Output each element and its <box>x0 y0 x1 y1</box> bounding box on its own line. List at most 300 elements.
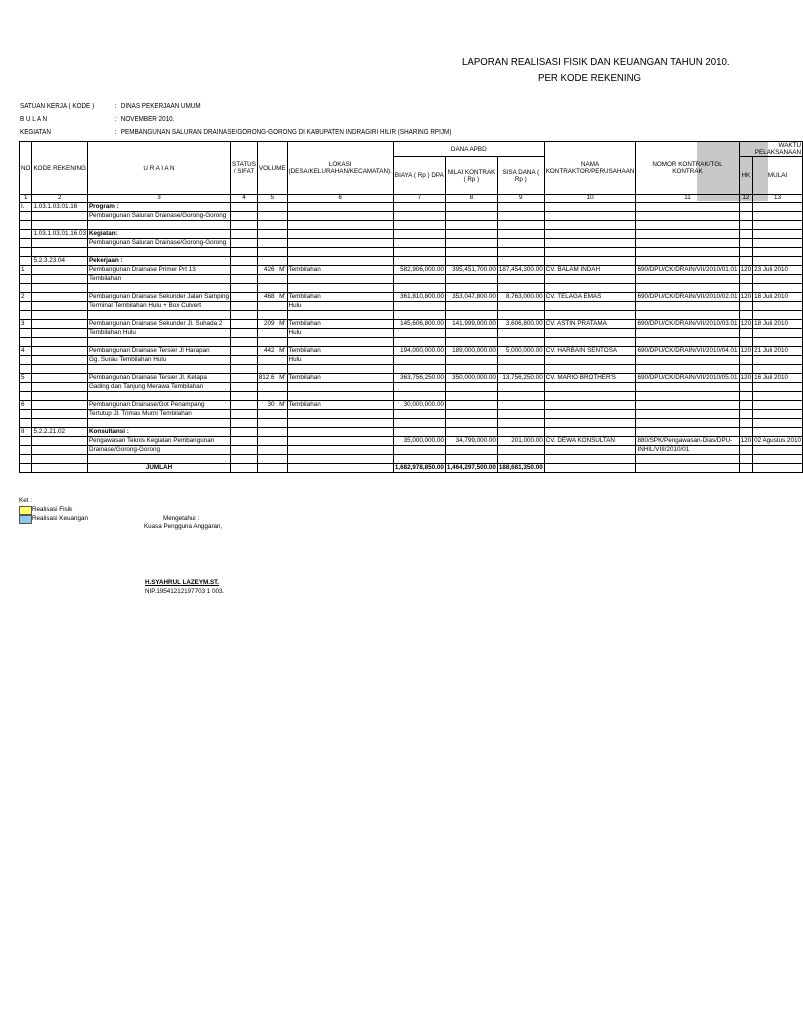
table-row <box>20 257 803 266</box>
cell-kode <box>32 410 88 419</box>
legend-swatch-blue <box>19 515 32 524</box>
cell-sisa <box>497 203 544 212</box>
cell-kode <box>32 374 88 383</box>
cell-lokasi <box>287 212 393 221</box>
cell-lokasi <box>287 455 393 464</box>
cell-kontraktor: CV. MARIO BROTHER'S <box>544 374 636 383</box>
cell-volume <box>257 230 287 239</box>
cell-kontraktor <box>544 230 636 239</box>
cell-kode <box>32 419 88 428</box>
cell-mulai <box>753 329 803 338</box>
cell-hk <box>739 329 753 338</box>
cell-nomor <box>636 239 739 248</box>
volume-unit: M' <box>279 320 286 327</box>
cell-kode <box>32 392 88 401</box>
cell-volume <box>257 293 287 302</box>
cell-no <box>20 365 32 374</box>
cell-sisa <box>497 356 544 365</box>
cell-biaya <box>393 446 445 455</box>
cell-nilai <box>445 338 497 347</box>
cell-status <box>231 338 258 347</box>
table-row <box>20 302 803 311</box>
cell-hk <box>739 365 753 374</box>
cell-no <box>20 419 32 428</box>
table-row <box>20 239 803 248</box>
report-title: LAPORAN REALISASI FISIK DAN KEUANGAN TAHUN 2010. <box>462 56 730 68</box>
cell-status <box>231 248 258 257</box>
cell-kode <box>32 284 88 293</box>
cell-biaya: 194,000,000.00 <box>393 347 445 356</box>
table-row <box>20 455 803 464</box>
cell-volume <box>257 266 287 275</box>
cell-kontraktor <box>544 275 636 284</box>
cell-nomor <box>636 311 739 320</box>
cell-volume <box>257 374 287 383</box>
cell-kode <box>32 356 88 365</box>
report-table <box>19 141 803 473</box>
cell-kontraktor <box>544 419 636 428</box>
cell-hk <box>739 230 753 239</box>
table-row <box>20 248 803 257</box>
cell-status <box>231 230 258 239</box>
cell-no <box>20 302 32 311</box>
cell-nilai: 189,000,000.00 <box>445 347 497 356</box>
cell-nilai <box>445 419 497 428</box>
cell-uraian <box>87 419 230 428</box>
cell-lokasi <box>287 446 393 455</box>
cell-nilai <box>445 239 497 248</box>
table-row <box>20 419 803 428</box>
signature-name: H.SYAHRUL LAZEYM.ST. <box>145 579 220 586</box>
cell-hk <box>739 383 753 392</box>
cell-status <box>231 419 258 428</box>
cell-biaya <box>393 248 445 257</box>
cell-no <box>20 329 32 338</box>
cell-nomor: 880/SPK/Pengawasan-Dias/DPU- <box>636 437 739 446</box>
cell-kontraktor <box>544 248 636 257</box>
cell-mulai: 21 Juli 2010 <box>753 347 803 356</box>
cell-volume <box>257 365 287 374</box>
cell-mulai <box>753 284 803 293</box>
col-header-dana-apbd: DANA APBD <box>393 142 544 157</box>
cell-uraian: Tertutup Jl. Trimas Murni Tembilahan <box>87 410 230 419</box>
cell-nomor <box>636 428 739 437</box>
cell-status <box>231 257 258 266</box>
cell-uraian: Pembangunan Drainase Tersier Jl. Kelapa <box>87 374 230 383</box>
cell-uraian <box>87 338 230 347</box>
volume-unit: M' <box>279 347 286 354</box>
cell-biaya <box>393 338 445 347</box>
cell-uraian <box>87 311 230 320</box>
cell-no: 3 <box>20 320 32 329</box>
cell-nilai <box>445 302 497 311</box>
cell-sisa: 8,763,000.00 <box>497 293 544 302</box>
cell-nomor: INHIL/VIII/2010/01 <box>636 446 739 455</box>
volume-value: 442 <box>264 347 275 354</box>
cell-uraian: Kegiatan: <box>87 230 230 239</box>
cell-nilai <box>445 365 497 374</box>
cell-volume <box>257 212 287 221</box>
cell-biaya: 35,000,000.00 <box>393 437 445 446</box>
cell-volume <box>257 428 287 437</box>
cell-volume <box>257 203 287 212</box>
table-row <box>20 212 803 221</box>
cell-uraian: Terminal Tembilahan Hulu + Box Culvert <box>87 302 230 311</box>
cell-hk <box>739 410 753 419</box>
table-row <box>20 365 803 374</box>
cell-uraian: Pengawasan Teknis Kegiatan Pembangunan <box>87 437 230 446</box>
cell-hk <box>739 221 753 230</box>
cell-sisa <box>497 230 544 239</box>
cell-hk <box>739 338 753 347</box>
cell-mulai <box>753 230 803 239</box>
cell-biaya: 361,810,800.00 <box>393 293 445 302</box>
cell-kode <box>32 455 88 464</box>
cell-kontraktor <box>544 311 636 320</box>
cell-nomor <box>636 203 739 212</box>
cell-volume <box>257 446 287 455</box>
cell-uraian <box>87 365 230 374</box>
cell-mulai <box>753 401 803 410</box>
meta-key: B U L A N <box>20 116 48 123</box>
cell-kode <box>32 446 88 455</box>
meta-key: SATUAN KERJA ( KODE ) <box>20 103 95 110</box>
col-header-biaya: BIAYA ( Rp ) DPA <box>393 157 445 195</box>
cell-hk <box>739 311 753 320</box>
cell-kode <box>32 347 88 356</box>
cell-lokasi <box>287 419 393 428</box>
col-header-status: STATUS / SIFAT <box>231 142 258 195</box>
cell-kode <box>32 365 88 374</box>
cell-hk <box>739 248 753 257</box>
cell-nomor <box>636 212 739 221</box>
cell-status <box>231 410 258 419</box>
cell-lokasi <box>287 428 393 437</box>
cell-hk <box>739 392 753 401</box>
table-row <box>20 356 803 365</box>
meta-key: KEGIATAN <box>20 129 51 136</box>
cell-mulai <box>753 383 803 392</box>
cell-kontraktor: CV. ASTIN PRATAMA <box>544 320 636 329</box>
cell-mulai <box>753 419 803 428</box>
cell-kontraktor <box>544 239 636 248</box>
cell-kode <box>32 248 88 257</box>
table-row <box>20 320 803 329</box>
cell-mulai <box>753 446 803 455</box>
cell-lokasi: Tembilahan <box>287 374 393 383</box>
cell-biaya <box>393 239 445 248</box>
cell-mulai <box>753 239 803 248</box>
cell-sisa: 3,606,800.00 <box>497 320 544 329</box>
cell-nomor <box>636 257 739 266</box>
cell-hk: 120 <box>740 437 752 444</box>
cell-uraian: Konsultansi : <box>87 428 230 437</box>
cell-lokasi <box>287 221 393 230</box>
column-number-row <box>20 195 803 203</box>
cell-nomor: 690/DPU/CK/DRAIN/VII/2010/01.01 <box>637 266 738 273</box>
cell-uraian: Gg. Surau Tembilahan Hulu <box>87 356 230 365</box>
cell-biaya <box>393 311 445 320</box>
cell-sisa <box>497 311 544 320</box>
total-label: JUMLAH <box>87 464 230 473</box>
col-header-hk: HK <box>739 157 753 195</box>
cell-status <box>231 392 258 401</box>
table-row <box>20 383 803 392</box>
cell-mulai <box>753 302 803 311</box>
col-header-waktu: WAKTU PELAKSANAAN <box>739 142 802 157</box>
cell-lokasi <box>287 365 393 374</box>
volume-unit: M' <box>279 374 286 381</box>
cell-nilai: 395,451,700.00 <box>445 266 497 275</box>
cell-no <box>20 239 32 248</box>
cell-kontraktor <box>544 302 636 311</box>
cell-uraian <box>87 248 230 257</box>
table-row <box>20 410 803 419</box>
total-biaya: 1,682,978,850.00 <box>394 464 444 471</box>
table-row <box>20 293 803 302</box>
cell-uraian: Pembangunan Drainase Tersier Jl Harapan <box>87 347 230 356</box>
cell-status <box>231 275 258 284</box>
cell-mulai: 18 Juli 2010 <box>753 293 803 302</box>
cell-biaya: 145,606,800.00 <box>393 320 445 329</box>
cell-lokasi: Tembilahan <box>287 401 393 410</box>
cell-nilai <box>445 284 497 293</box>
cell-status <box>231 383 258 392</box>
cell-biaya <box>393 383 445 392</box>
cell-lokasi <box>287 311 393 320</box>
cell-hk <box>739 212 753 221</box>
cell-sisa <box>497 302 544 311</box>
cell-uraian: Pembangunan Drainase Sekunder Jl. Suhada 2 <box>87 320 230 329</box>
cell-no <box>20 446 32 455</box>
cell-volume <box>257 284 287 293</box>
cell-lokasi <box>287 383 393 392</box>
cell-lokasi <box>287 203 393 212</box>
col-header-sisa: SISA DANA ( Rp ) <box>497 157 544 195</box>
cell-sisa <box>497 329 544 338</box>
col-header-volume: VOLUME <box>257 142 287 195</box>
cell-kode <box>32 221 88 230</box>
cell-volume <box>257 221 287 230</box>
cell-sisa <box>497 257 544 266</box>
col-header-kontraktor: NAMA KONTRAKTOR/PERUSAHAAN <box>544 142 636 195</box>
cell-mulai <box>753 410 803 419</box>
cell-uraian: Gading dan Tanjung Merawa Tembilahan <box>87 383 230 392</box>
cell-nilai <box>445 221 497 230</box>
cell-no <box>20 383 32 392</box>
cell-mulai <box>753 203 803 212</box>
cell-nilai: 141,999,000.00 <box>445 320 497 329</box>
cell-mulai <box>753 365 803 374</box>
cell-status <box>231 365 258 374</box>
cell-biaya <box>393 275 445 284</box>
cell-kontraktor <box>544 401 636 410</box>
cell-kode <box>32 338 88 347</box>
cell-sisa <box>497 365 544 374</box>
legend-label: Realisasi Fisik <box>32 506 73 513</box>
cell-kontraktor <box>544 221 636 230</box>
cell-mulai <box>753 248 803 257</box>
cell-kontraktor <box>544 455 636 464</box>
cell-volume <box>257 437 287 446</box>
cell-status <box>231 212 258 221</box>
column-number: 4 <box>231 195 258 203</box>
cell-lokasi <box>287 284 393 293</box>
cell-biaya <box>393 212 445 221</box>
volume-value: 468 <box>264 293 275 300</box>
cell-kode <box>32 329 88 338</box>
column-number: 2 <box>32 195 88 203</box>
cell-kontraktor <box>544 212 636 221</box>
table-row <box>20 311 803 320</box>
column-number: 1 <box>20 195 32 203</box>
cell-biaya <box>393 230 445 239</box>
cell-hk: 120 <box>740 293 752 300</box>
cell-nilai <box>445 446 497 455</box>
cell-sisa <box>497 221 544 230</box>
cell-kode: 5.2.3.23.04 <box>32 257 88 266</box>
cell-hk <box>739 257 753 266</box>
cell-kontraktor: CV. DEWA KONSULTAN <box>544 437 636 446</box>
cell-nilai <box>445 401 497 410</box>
cell-nomor <box>636 221 739 230</box>
cell-kode: 1.03.1.03.01.16 <box>32 203 88 212</box>
cell-nomor <box>636 455 739 464</box>
cell-lokasi <box>287 437 393 446</box>
cell-biaya <box>393 302 445 311</box>
cell-biaya <box>393 419 445 428</box>
cell-nilai <box>445 329 497 338</box>
cell-no <box>20 257 32 266</box>
cell-status <box>231 203 258 212</box>
cell-no: II <box>20 428 32 437</box>
cell-uraian: Pembangunan Drainase/Got Penampang <box>87 401 230 410</box>
cell-biaya <box>393 410 445 419</box>
column-number: 5 <box>257 195 287 203</box>
cell-volume <box>257 356 287 365</box>
cell-nilai <box>445 428 497 437</box>
col-header-nomor: NOMOR KONTRAK/TGL KONTRAK <box>636 142 739 195</box>
cell-no <box>20 338 32 347</box>
cell-mulai: 02 Agustus 2010 <box>754 437 801 444</box>
col-header-uraian: U R A I A N <box>87 142 230 195</box>
cell-nilai <box>445 311 497 320</box>
signature-mengetahui: Mengetahui : <box>163 515 200 522</box>
cell-hk <box>739 401 753 410</box>
volume-value: 426 <box>264 266 275 273</box>
cell-uraian: Pembangunan Drainase Sekunder Jalan Samping <box>88 293 230 300</box>
cell-sisa: 187,454,300.00 <box>498 266 543 273</box>
cell-hk: 120 <box>740 347 752 354</box>
cell-nomor <box>636 365 739 374</box>
cell-nomor <box>636 275 739 284</box>
cell-volume <box>257 239 287 248</box>
col-header-kode: KODE REKENING <box>32 142 88 195</box>
cell-no <box>20 437 32 446</box>
cell-nomor: 690/DPU/CK/DRAIN/VII/2010/04.01 <box>637 347 738 354</box>
volume-value: 209 <box>264 320 275 327</box>
cell-hk <box>739 203 753 212</box>
cell-kode <box>32 320 88 329</box>
col-header-nilai: NILAI KONTRAK ( Rp ) <box>445 157 497 195</box>
cell-hk <box>739 239 753 248</box>
cell-lokasi: Hulu <box>287 329 393 338</box>
cell-hk <box>739 446 753 455</box>
cell-no: 5 <box>20 374 32 383</box>
table-row <box>20 338 803 347</box>
report-subtitle: PER KODE REKENING <box>538 72 642 84</box>
cell-mulai <box>753 428 803 437</box>
signature-nip: NIP.19541212197703 1 003. <box>145 588 225 595</box>
cell-volume <box>257 248 287 257</box>
cell-kode <box>32 401 88 410</box>
cell-kode <box>32 437 88 446</box>
cell-status <box>231 284 258 293</box>
cell-biaya <box>393 356 445 365</box>
cell-status <box>231 428 258 437</box>
cell-kode <box>32 293 88 302</box>
cell-volume <box>257 320 287 329</box>
cell-biaya <box>393 257 445 266</box>
cell-lokasi <box>287 338 393 347</box>
cell-uraian <box>87 392 230 401</box>
legend-title: Ket : <box>19 497 32 504</box>
cell-lokasi <box>287 230 393 239</box>
cell-biaya <box>393 221 445 230</box>
cell-volume <box>257 338 287 347</box>
cell-biaya <box>393 365 445 374</box>
cell-sisa <box>497 284 544 293</box>
cell-sisa: 201,000.00 <box>497 437 544 446</box>
cell-lokasi <box>287 275 393 284</box>
cell-biaya <box>393 329 445 338</box>
cell-lokasi <box>287 239 393 248</box>
cell-nilai <box>445 248 497 257</box>
cell-mulai <box>753 392 803 401</box>
cell-mulai <box>753 356 803 365</box>
total-nilai: 1,464,297,500.00 <box>446 464 496 471</box>
cell-biaya: 363,756,250.00 <box>393 374 445 383</box>
cell-kontraktor <box>544 203 636 212</box>
cell-volume <box>257 275 287 284</box>
cell-lokasi <box>287 248 393 257</box>
cell-kontraktor <box>544 284 636 293</box>
cell-nomor <box>636 410 739 419</box>
cell-nilai <box>445 392 497 401</box>
cell-lokasi: Hulu <box>287 302 393 311</box>
volume-unit: M' <box>279 293 286 300</box>
cell-sisa <box>497 239 544 248</box>
cell-status <box>231 221 258 230</box>
cell-lokasi: Tembilahan <box>287 320 393 329</box>
table-row <box>20 275 803 284</box>
cell-no <box>20 455 32 464</box>
column-number: 12 <box>739 195 753 203</box>
volume-unit: M' <box>279 266 286 273</box>
cell-no <box>20 284 32 293</box>
cell-sisa <box>497 455 544 464</box>
cell-lokasi <box>287 410 393 419</box>
cell-mulai <box>753 257 803 266</box>
cell-status <box>231 446 258 455</box>
cell-biaya <box>393 428 445 437</box>
cell-kode <box>32 239 88 248</box>
cell-nilai <box>445 212 497 221</box>
cell-status <box>231 266 258 275</box>
cell-nilai <box>445 257 497 266</box>
cell-nomor <box>636 284 739 293</box>
cell-lokasi: Tembilahan <box>287 266 393 275</box>
